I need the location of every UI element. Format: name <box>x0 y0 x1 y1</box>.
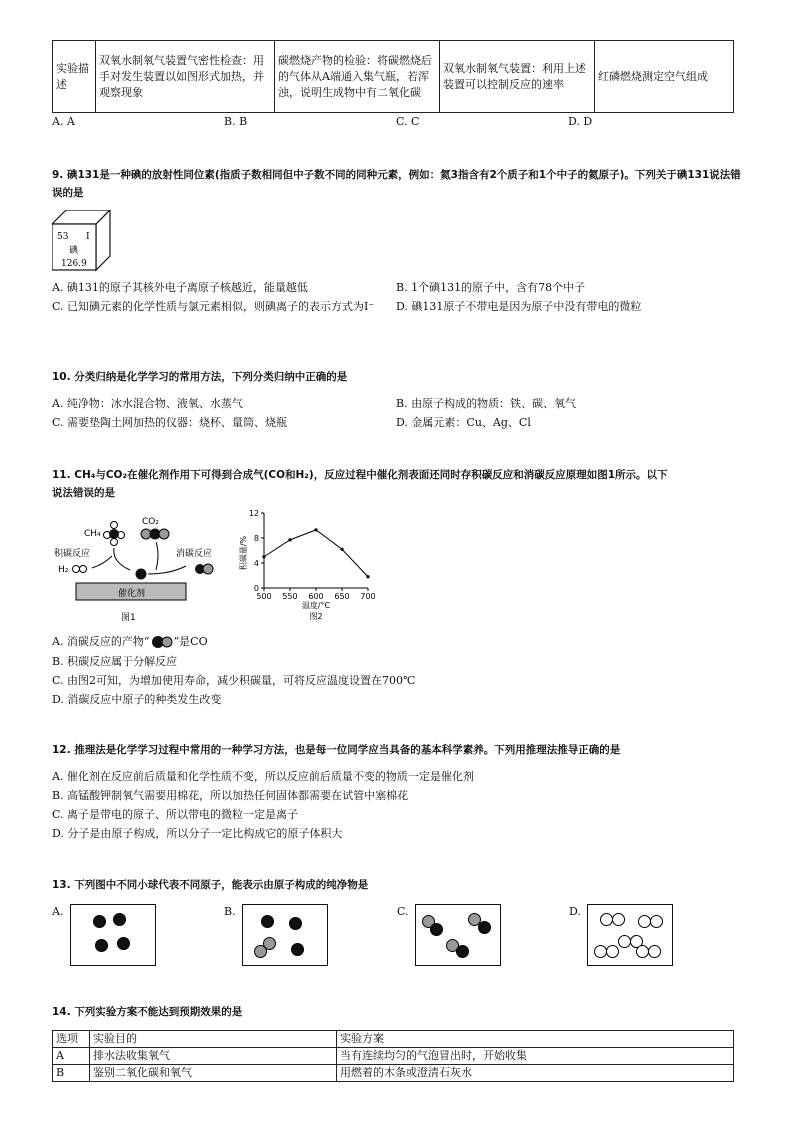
atom-black <box>291 943 304 956</box>
q10-option-c: C. 需要垫陶土网加热的仪器：烧杯、量筒、烧瓶 <box>52 416 288 429</box>
table-cell: 当有连续均匀的气泡冒出时，开始收集 <box>337 1048 734 1065</box>
chart-y-tick-label: 8 <box>253 534 259 543</box>
chart-y-tick-label: 4 <box>253 559 259 568</box>
atom-white <box>650 915 663 928</box>
q10-option-b: B. 由原子构成的物质：铁、碳、氧气 <box>396 397 577 410</box>
q11-figure-2-chart <box>228 505 383 627</box>
q9-option-a: A. 碘131的原子其核外电子离原子核越近，能量越低 <box>52 281 308 294</box>
tile-symbol: I <box>86 232 90 242</box>
q9-option-d: D. 碘131原子不带电是因为原子中没有带电的微粒 <box>396 300 642 313</box>
q13-box-a <box>70 904 156 966</box>
chart-x-tick-label: 550 <box>282 592 298 601</box>
atom-black <box>478 921 491 934</box>
q12-option-b: B. 高锰酸钾制氧气需要用棉花，所以加热任何固体都需要在试管中塞棉花 <box>52 789 409 802</box>
atom-black <box>95 939 108 952</box>
atom-gray <box>254 945 267 958</box>
q8-option-d: D. D <box>568 115 593 128</box>
q8-cell-b: 碳燃烧产物的检验：将碳燃烧后的气体从A端通入集气瓶，若浑浊，说明生成物中有二氧化碳 <box>275 41 440 113</box>
chart-point <box>288 538 291 541</box>
atom-black <box>261 915 274 928</box>
q8-option-b: B. B <box>224 115 248 128</box>
chart-point <box>262 555 265 558</box>
chart-xlabel: 温度/°C <box>301 601 331 610</box>
q14-table <box>52 1030 734 1082</box>
q9-stem: 9. 碘131是一种碘的放射性同位素(指质子数相同但中子数不同的同种元素，例如：氦3指含有2个质子和1个中子的氦原子)。下列关于碘131说法错误的是 <box>52 169 741 199</box>
q11-option-a <box>52 632 208 651</box>
q10-option-d: D. 金属元素：Cu、Ag、Cl <box>396 416 531 429</box>
q10-option-a: A. 纯净物：冰水混合物、液氧、水蒸气 <box>52 397 243 410</box>
chart-caption: 图2 <box>309 612 323 621</box>
table-row <box>53 1065 734 1082</box>
q10-stem: 10. 分类归纳是化学学习的常用方法，下列分类归纳中正确的是 <box>52 371 348 383</box>
q11-option-c: C. 由图2可知，为增加使用寿命，减少积碳量，可将反应温度设置在700℃ <box>52 674 416 687</box>
atom-white <box>612 913 625 926</box>
q11-stem-line1: 11. CH₄与CO₂在催化剂作用下可得到合成气(CO和H₂)，反应过程中催化剂表面还同时存积碳反应和消碳反应原理如图1所示。以下 <box>52 469 668 481</box>
q13-label-c: C. <box>397 905 409 918</box>
chart-y-tick-label: 12 <box>248 509 259 518</box>
chart-point <box>314 528 317 531</box>
q12-option-d: D. 分子是由原子构成，所以分子一定比构成它的原子体积大 <box>52 827 343 840</box>
tile-mass: 126.9 <box>61 259 87 269</box>
q13-stem: 13. 下列图中不同小球代表不同原子，能表示由原子构成的纯净物是 <box>52 879 369 891</box>
q11-option-a-prefix: A. 消碳反应的产物“ <box>52 635 150 648</box>
fig1-left-label: 积碳反应 <box>54 549 91 559</box>
q12-option-c: C. 离子是带电的原子、所以带电的微粒一定是离子 <box>52 808 299 821</box>
q14-stem: 14. 下列实验方案不能达到预期效果的是 <box>52 1006 243 1018</box>
q9-option-b: B. 1个碘131的原子中，含有78个中子 <box>396 281 586 294</box>
q13-label-b: B. <box>224 905 236 918</box>
fig1-right-label: 消碳反应 <box>176 549 213 559</box>
table-cell: 用燃着的木条或澄清石灰水 <box>337 1065 734 1082</box>
q8-option-a: A. A <box>52 115 75 128</box>
table-header-cell: 实验目的 <box>90 1031 337 1048</box>
q11-stem-line2: 说法错误的是 <box>52 487 115 499</box>
atom-black <box>113 913 126 926</box>
tile-atomic-number: 53 <box>57 232 69 242</box>
atom-white <box>606 945 619 958</box>
q13-label-d: D. <box>569 905 581 918</box>
table-cell: A <box>53 1048 90 1065</box>
q8-row-label: 实验描述 <box>53 41 96 113</box>
fig1-ch4-label: CH₄ <box>84 529 101 539</box>
chart-ylabel: 积碳量/% <box>239 535 248 571</box>
chart-x-tick-label: 600 <box>308 592 324 601</box>
q13-box-c <box>415 904 501 966</box>
chart-x-tick-label: 500 <box>256 592 272 601</box>
table-cell: 排水法收集氧气 <box>90 1048 337 1065</box>
q11-figure-1 <box>52 510 222 626</box>
q12-option-a: A. 催化剂在反应前后质量和化学性质不变，所以反应前后质量不变的物质一定是催化剂 <box>52 770 474 783</box>
table-header-cell: 选项 <box>53 1031 90 1048</box>
table-header-row <box>53 1031 734 1048</box>
chart-y-tick-label: 0 <box>253 584 259 593</box>
q8-table <box>52 40 734 113</box>
table-row <box>53 1048 734 1065</box>
atom-black <box>117 937 130 950</box>
chart-point <box>340 548 343 551</box>
co-molecule-icon <box>150 635 174 649</box>
fig1-h2-label: H₂ <box>58 565 69 575</box>
atom-white <box>648 945 661 958</box>
q8-cell-d: 红磷燃烧测定空气组成 <box>595 41 734 113</box>
atom-black <box>456 945 469 958</box>
q13-box-d <box>587 904 673 966</box>
table-cell: 鉴别二氧化碳和氧气 <box>90 1065 337 1082</box>
q8-cell-c: 双氧水制氧气装置：利用上述装置可以控制反应的速率 <box>440 41 595 113</box>
chart-point <box>366 575 369 578</box>
q8-option-c: C. C <box>396 115 420 128</box>
q11-option-a-suffix: ”是CO <box>173 635 208 648</box>
atom-black <box>93 915 106 928</box>
q12-stem: 12. 推理法是化学学习过程中常用的一种学习方法，也是每一位同学应当具备的基本科学素养。下列用推理法推导正确的是 <box>52 744 621 756</box>
table-header-cell: 实验方案 <box>337 1031 734 1048</box>
q13-box-b <box>242 904 328 966</box>
fig1-catalyst-label: 催化剂 <box>118 589 146 599</box>
q8-cell-a: 双氧水制氧气装置气密性检查：用手对发生装置以如图形式加热，并观察现象 <box>96 41 275 113</box>
q13-label-a: A. <box>52 905 64 918</box>
chart-series-line <box>264 530 368 577</box>
q11-option-d: D. 消碳反应中原子的种类发生改变 <box>52 693 222 706</box>
iodine-element-tile <box>52 210 112 272</box>
q9-option-c: C. 已知碘元素的化学性质与氯元素相似，则碘离子的表示方式为I⁻ <box>52 300 375 313</box>
table-cell: B <box>53 1065 90 1082</box>
chart-x-tick-label: 700 <box>360 592 376 601</box>
fig1-co2-label: CO₂ <box>142 517 159 527</box>
atom-black <box>289 917 302 930</box>
fig1-caption: 图1 <box>121 613 136 623</box>
chart-x-tick-label: 650 <box>334 592 350 601</box>
q11-option-b: B. 积碳反应属于分解反应 <box>52 655 178 668</box>
tile-name: 碘 <box>69 246 79 256</box>
atom-black <box>430 923 443 936</box>
